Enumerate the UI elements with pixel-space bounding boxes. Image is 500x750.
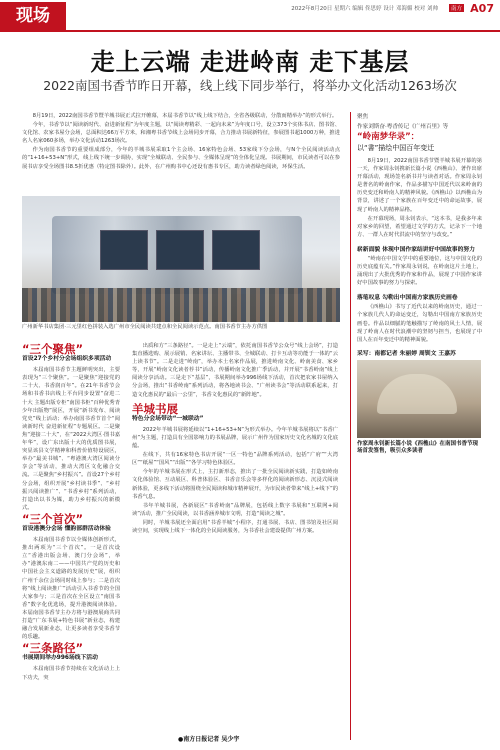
lead-paragraph: 作为南国书香节的重要组成部分，今年的羊城书展采取1个主会场、16家特色会场、53家线下分会场，与N个全民阅读活动点的“1+16+53+N”形式，线上线下统一步调协，实现“全城联动、全民参与、全媒体呈现”的全体化呈现。书展期间，市民读者可以在参展书店享受全场图书8.5折优惠（特定图书除外）。此外，在广州购书中心还设有惠书专区，助力读者绿色阅读，环保生活。 [22, 147, 340, 170]
lead-paragraph: 今年，书香节以“阅读新时代、奋进新征程”为年度主题，以“阅读粤精彩、一起向未来”为年度口号，设立373个实体书店、图书馆、文化馆、农家书屋分会场，总面积达66万平方米，和湘粤书香节线上会场同步开幕，合力推动书展新特征，参展图书超1000万种，推进名人名家060多场，举办文化活动1263场次。 [22, 122, 340, 145]
sidebar-section-label: 崭新面貌 体现中国作家结讲好中国故事的努力 [357, 246, 475, 253]
section-tag: 现场 [0, 2, 66, 30]
byline: ●南方日报记者 吴少宇 [178, 736, 240, 743]
sidebar-photo [357, 360, 481, 438]
section-title: “三个首次” [22, 511, 84, 526]
middle-body: 同时，羊城书展还全面启用“书香羊城”小程序，打通书展、书店、图书馆及社区阅读空间，实现线上线下一体化的全民阅读服务，为书香社会建设提供广州方案。 [132, 519, 338, 534]
sidebar-text [357, 157, 482, 240]
left-column [22, 342, 120, 732]
sidebar-body: 《西樵山》书写了近代以来的岭南历史，通过一个家族几代人的命运变迁，勾勒出中国南方家族历史画卷。作品以细腻的笔触描写了岭南的风土人情，展现了岭南人在时代浪潮中的坚韧与担当，也展现了中国人在百年变迁中的精神面貌。 [357, 304, 482, 343]
sidebar-body: 8月19日，2022南国书香节暨羊城书展开幕的第一天，作家周永钊携新长篇小说《西樵山》、著作出席开幕活动，现场签名新书并与读者对话。作家周永钊是著名的岭南作家，作品多描写中国近代以来岭南的历史变迁和岭南人的精神风貌。《西樵山》以西樵山为背景，讲述了一个家族在百年变迁中的命运故事，展现了岭南人的精神品格。 [357, 158, 482, 213]
page-tag: 南方 [450, 6, 462, 12]
middle-body: 在线下，共有16家特色书店开展“一区一特色”品牌系列活动，包括“广府”“大湾区”“纸屋”“国风”“出版”“各学习特色体验区。 [132, 452, 338, 467]
section-body: 本届南国书香节主题鲜明突出，主要表现为“三个聚焦”。一是聚焦“迎接党的二十大、书香润百年”。在21年书香节会场和书香书店线上平台同步设置“奋进二十大 主题出版专柜”南国书柜“百种优秀青少年出版物”展区，开展“新书发布、阅读党史”线上活动；举办南国书香节首个“阅读新时代 奋进新征程”专题展区。二是聚焦“迎接二十大”，在“2022大湾区·图书嘉年华”，设广东出版十大的优质图书展，突显该县文学精神和科普价值特设展区，举办“最美书城”、“粤港澳大湾区阅读分享会”等活动，推动大湾区文化融合交流。三是聚焦“乡村振兴”。首设27个乡村分会场，组织开展“乡村读书季”、“乡村振兴阅读推广”、“书香乡村”系列活动，打造出以书为媒，助力乡村振兴的新模式。 [22, 367, 120, 511]
middle-column [132, 342, 338, 732]
middle-body: 今年的羊城书展在形式上，主打新形态，推出了一批全民阅读新实践，打造如岭南文化体验馆、互动展区、科普体验区、书香音乐会等多样化的阅读新形态、沉浸式阅读新体验，更多线下活动将围绕全民阅读和城市精神展开，为市民读者带来“线上+线下”的书香气息。 [132, 469, 338, 500]
section-subtitle: 特色分会场带动“一城联动” [132, 415, 204, 422]
main-photo [22, 196, 340, 322]
page-header [0, 0, 500, 32]
sidebar [350, 112, 482, 740]
sidebar-text [357, 303, 482, 344]
main-headline: 走上云端 走进岭南 走下基层 [90, 48, 410, 76]
middle-body: 2022年羊城书展将延续以“1+16+53+N”为形式举办。今年羊城书展将以“书香广州”为主题，打造具有全国影响力的书展品牌，展示广州作为国家历史文化名城的文化底蕴。 [132, 426, 338, 450]
section-title: 羊城书展 [132, 401, 178, 416]
sidebar-credit: 采写：南都记者 朱丽婷 周钏文 王嘉苏 [357, 350, 456, 357]
sidebar-kicker: 聚焦 [357, 114, 369, 120]
sidebar-photo-caption: 作家周永钊新长篇小说《西樵山》在南国书香节现场首发签售，吸引众多读者 [357, 440, 479, 455]
photo-screen [100, 230, 148, 270]
section-title: “三条路径” [22, 641, 84, 656]
section-title: “三个聚焦” [22, 342, 84, 356]
sidebar-title: “岭南梦华录”： [357, 132, 420, 142]
photo-caption: 广州新华书店集团·三元里红色拼装入选广州市全民阅读共建点和全民阅读示范点。南国书香节主办方供图 [22, 324, 268, 330]
sidebar-subtitle: 以“書”描绘中国百年变迁 [357, 144, 435, 152]
sidebar-body: “岭南在中国文学中的重要地位，这与中国文化的历史底蕴有关。”作家周永钊说，在岭南这片土地上，涌现出了大批优秀的作家和作品，展现了中国作家讲好中国故事的努力与探索。 [357, 255, 482, 287]
section-subtitle: 首设27个乡村分会场组织多项活动 [22, 356, 112, 363]
photo-screen [212, 230, 260, 270]
middle-body: 出质和方“三条路径”。一是走上“云端”，依托南国书香节公众号“线上会场”，打造集直播选购、展示展销、名家讲坛、主播带书、全城联动、打卡互动等功能于一体的“云上读书节”。二是走进“岭南”，举办本土名家作品展，推进岭南文化、岭南美食、家乡等，开展“岭南文化读者荐书”活动，传播岭南文化推广季活动，并开展“书香岭南”线上阅读分享活动。三是走下“基层”，书展期间举办996场线下活动，首次把农家书屋纳入分会场，推出“书香岭南”系列活动，将各地读书会、“广州读书会”等活动联系起来，打造文化惠民的“最后一公里”，书香文化惠民的“新阵地”。 [132, 343, 338, 398]
sidebar-text [357, 255, 482, 288]
sidebar-body: 在开幕现场，周永钊表示，“这本书，是我多年来对家乡的回望，希望通过文学的方式，记录下一个地方、一群人在时代洪流中的坚守与改变。” [357, 215, 482, 238]
section-body: 本届南国书香节以全媒体创新形式，推出两项为“三个首次”。一是首次设立“香港出版会场、澳门分会场”，举办“港澳东南二——中国共产党的历史和中国社会主义道路的发展历史”展，组织广州千余位会场同时线上参与；二是首次将“线上阅读推广”活动引入书香节的全国大家参与；三是首次在全区设立“南国书香”数字化优选场，提升港澳阅读体验。本届南国书香节主办方将与港澳展商共同打造“广东书展+特色书展”新业态，构建融合发展新业态，让更多读者享受书香节的乐趣。 [22, 537, 120, 641]
section-subtitle: 书展期间举办996场线下活动 [22, 655, 98, 662]
sidebar-section-label: 落笔叹息 勾勒出中国南方家族历史画卷 [357, 295, 458, 302]
lead-article [22, 112, 340, 194]
dateline: 2022年8月20日 星期六 编辑 佟思婷 设计 邓海媚 校对 刘帅 [291, 6, 438, 12]
photo-screen [156, 230, 204, 270]
section-subtitle: 首设港澳分会场 懂韵部群活动体验 [22, 525, 111, 532]
sub-headline: 2022南国书香节昨日开幕，线上线下同步举行，将举办文化活动1263场次 [43, 78, 457, 93]
photo-crowd [22, 288, 340, 322]
page-number: A07 [470, 2, 494, 15]
middle-body: 书年羊城书展，各新展区“书香岭南”品牌展，包括线上数字书展和“互联网+阅读”活动，推广全民阅读，以书香涵养城市文明，打造“阅读之城”。 [132, 502, 338, 517]
lead-paragraph: 8月19日，2022南国书香节暨羊城书展正式拉开帷幕，本届书香节以“线上线下结合，全省各级联动，分散而精举办”的形式举行。 [32, 113, 338, 119]
section-body: 本届南国书香节持续在文化活动上上下功夫，突 [22, 666, 120, 681]
sidebar-intro: 作家刘斯奋·粤香传记《广州百里》等 [357, 124, 449, 130]
